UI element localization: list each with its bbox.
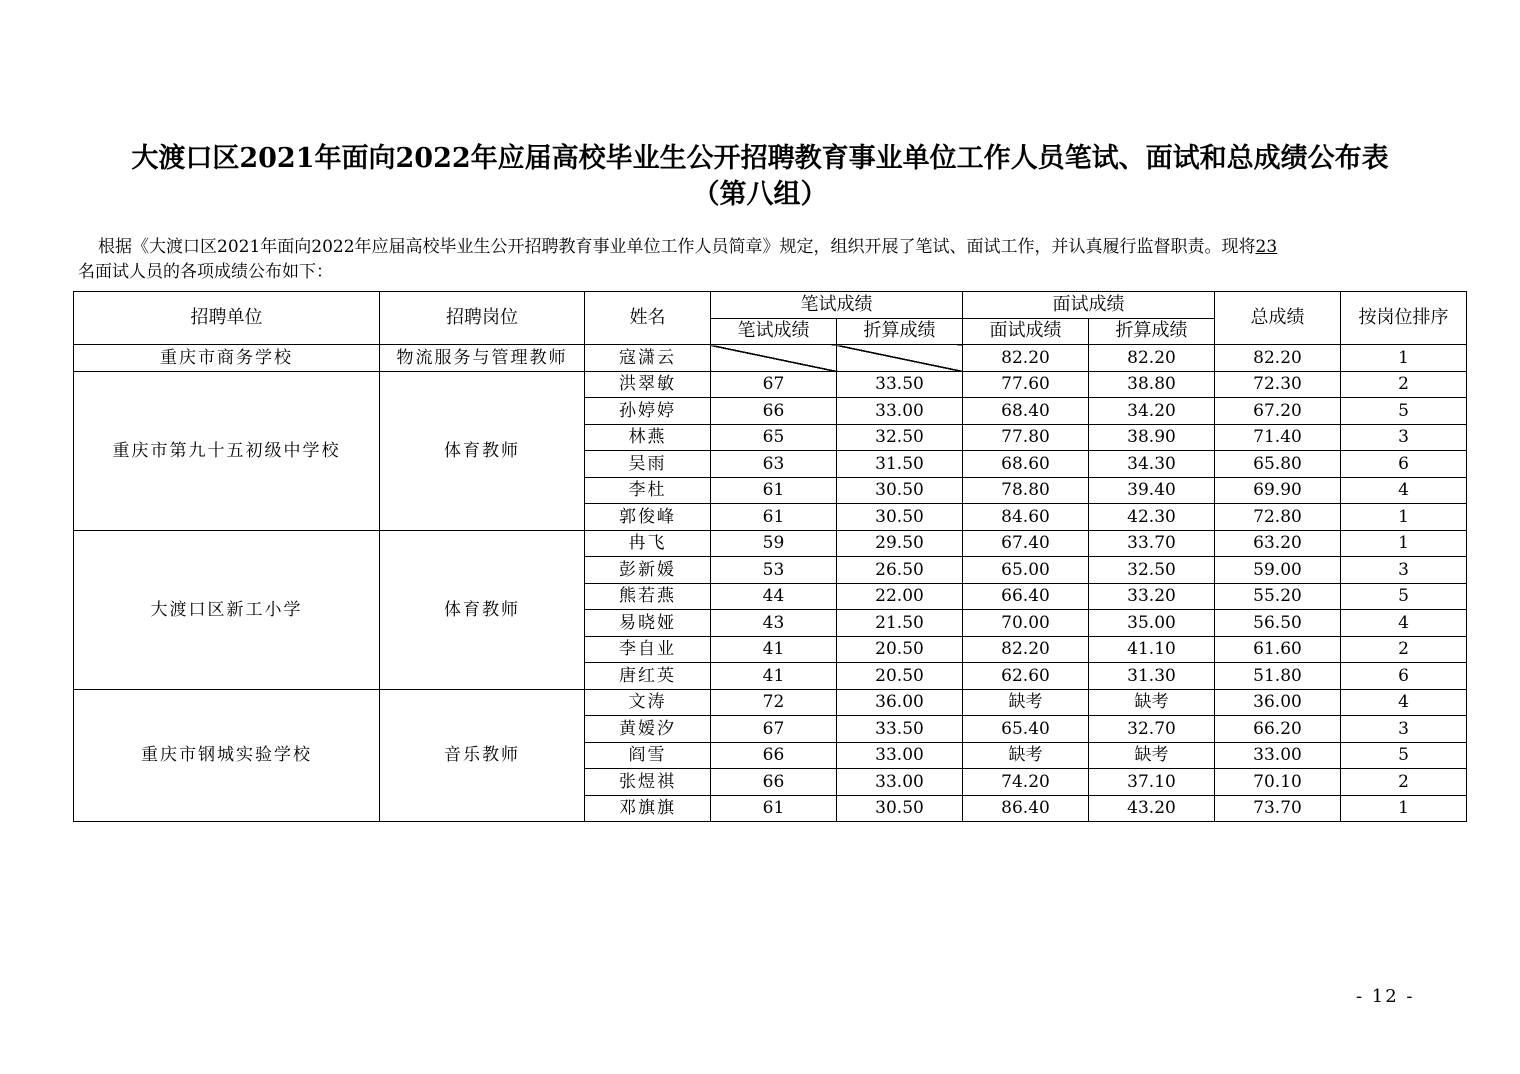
intro-paragraph <box>78 234 1458 260</box>
cell-written-converted: 33.00 <box>837 769 963 796</box>
cell-interview-converted: 82.20 <box>1089 345 1215 372</box>
cell-interview-score: 65.00 <box>963 557 1089 584</box>
cell-written-score: 44 <box>711 583 837 610</box>
cell-interview-converted: 37.10 <box>1089 769 1215 796</box>
cell-interview-converted: 缺考 <box>1089 742 1215 769</box>
page-title: 大渡口区2021年面向2022年应届高校毕业生公开招聘教育事业单位工作人员笔试、面试和总成绩公布表 <box>131 143 1389 174</box>
cell-total: 33.00 <box>1215 742 1341 769</box>
cell-written-score: 65 <box>711 424 837 451</box>
cell-written-converted: 21.50 <box>837 610 963 637</box>
cell-name: 易晓娅 <box>585 610 711 637</box>
cell-written-score: 66 <box>711 769 837 796</box>
cell-interview-score: 77.60 <box>963 371 1089 398</box>
header-interview-score: 面试成绩 <box>963 318 1089 345</box>
cell-position: 物流服务与管理教师 <box>380 345 585 372</box>
scores-table <box>73 291 1467 822</box>
cell-written-converted: 33.50 <box>837 716 963 743</box>
cell-interview-converted: 38.80 <box>1089 371 1215 398</box>
cell-unit: 重庆市商务学校 <box>74 345 380 372</box>
cell-rank: 3 <box>1341 424 1467 451</box>
cell-rank: 5 <box>1341 583 1467 610</box>
cell-written-converted: 31.50 <box>837 451 963 478</box>
cell-interview-score: 70.00 <box>963 610 1089 637</box>
cell-name: 文涛 <box>585 689 711 716</box>
cell-name: 彭新媛 <box>585 557 711 584</box>
intro-count: 23 <box>1255 237 1278 257</box>
cell-written-converted: 29.50 <box>837 530 963 557</box>
cell-total: 51.80 <box>1215 663 1341 690</box>
cell-total: 72.80 <box>1215 504 1341 531</box>
cell-written-converted: 20.50 <box>837 663 963 690</box>
cell-total: 71.40 <box>1215 424 1341 451</box>
cell-total: 63.20 <box>1215 530 1341 557</box>
cell-interview-score: 78.80 <box>963 477 1089 504</box>
cell-interview-score: 82.20 <box>963 636 1089 663</box>
cell-interview-score: 68.60 <box>963 451 1089 478</box>
cell-written-converted: 33.00 <box>837 398 963 425</box>
cell-unit: 重庆市第九十五初级中学校 <box>74 371 380 530</box>
cell-unit: 大渡口区新工小学 <box>74 530 380 689</box>
cell-name: 李杜 <box>585 477 711 504</box>
cell-interview-converted: 39.40 <box>1089 477 1215 504</box>
cell-name: 阎雪 <box>585 742 711 769</box>
cell-total: 56.50 <box>1215 610 1341 637</box>
cell-written-score: 43 <box>711 610 837 637</box>
cell-written-score: 41 <box>711 663 837 690</box>
cell-name: 孙婷婷 <box>585 398 711 425</box>
cell-rank: 2 <box>1341 769 1467 796</box>
cell-total: 59.00 <box>1215 557 1341 584</box>
cell-total: 73.70 <box>1215 795 1341 822</box>
cell-interview-converted: 42.30 <box>1089 504 1215 531</box>
intro-paragraph-continued: 名面试人员的各项成绩公布如下： <box>78 262 333 282</box>
cell-rank: 3 <box>1341 716 1467 743</box>
cell-total: 70.10 <box>1215 769 1341 796</box>
cell-rank: 4 <box>1341 689 1467 716</box>
cell-interview-converted: 32.50 <box>1089 557 1215 584</box>
cell-interview-score: 66.40 <box>963 583 1089 610</box>
page-number: - 12 - <box>1356 986 1415 1007</box>
cell-rank: 3 <box>1341 557 1467 584</box>
cell-written-converted: 33.00 <box>837 742 963 769</box>
cell-name: 李自业 <box>585 636 711 663</box>
header-written-group: 笔试成绩 <box>711 292 963 319</box>
cell-interview-converted: 32.70 <box>1089 716 1215 743</box>
cell-total: 61.60 <box>1215 636 1341 663</box>
cell-interview-converted: 43.20 <box>1089 795 1215 822</box>
cell-position: 体育教师 <box>380 371 585 530</box>
cell-written-converted: 33.50 <box>837 371 963 398</box>
cell-interview-score: 62.60 <box>963 663 1089 690</box>
header-unit: 招聘单位 <box>74 292 380 345</box>
cell-interview-converted: 33.70 <box>1089 530 1215 557</box>
cell-total: 65.80 <box>1215 451 1341 478</box>
cell-written-converted: 30.50 <box>837 504 963 531</box>
cell-total: 36.00 <box>1215 689 1341 716</box>
cell-written-converted: 20.50 <box>837 636 963 663</box>
table-body <box>74 345 1467 822</box>
cell-interview-score: 86.40 <box>963 795 1089 822</box>
cell-interview-converted: 38.90 <box>1089 424 1215 451</box>
cell-interview-score: 77.80 <box>963 424 1089 451</box>
cell-interview-converted: 41.10 <box>1089 636 1215 663</box>
cell-interview-score: 缺考 <box>963 742 1089 769</box>
header-name: 姓名 <box>585 292 711 345</box>
cell-written-score: 67 <box>711 371 837 398</box>
cell-name: 林燕 <box>585 424 711 451</box>
cell-position: 体育教师 <box>380 530 585 689</box>
cell-interview-score: 68.40 <box>963 398 1089 425</box>
cell-interview-converted: 34.20 <box>1089 398 1215 425</box>
cell-interview-score: 84.60 <box>963 504 1089 531</box>
header-written-converted: 折算成绩 <box>837 318 963 345</box>
cell-name: 郭俊峰 <box>585 504 711 531</box>
table-row <box>74 371 1467 398</box>
cell-name: 吴雨 <box>585 451 711 478</box>
cell-interview-score: 74.20 <box>963 769 1089 796</box>
cell-rank: 6 <box>1341 663 1467 690</box>
cell-rank: 1 <box>1341 530 1467 557</box>
cell-written-score: 66 <box>711 742 837 769</box>
cell-total: 69.90 <box>1215 477 1341 504</box>
cell-written-converted: 30.50 <box>837 477 963 504</box>
cell-rank: 5 <box>1341 742 1467 769</box>
cell-rank: 1 <box>1341 345 1467 372</box>
cell-rank: 2 <box>1341 371 1467 398</box>
header-interview-converted: 折算成绩 <box>1089 318 1215 345</box>
cell-written-converted <box>837 345 963 372</box>
cell-interview-score: 67.40 <box>963 530 1089 557</box>
cell-name: 冉飞 <box>585 530 711 557</box>
cell-name: 邓旗旗 <box>585 795 711 822</box>
cell-total: 82.20 <box>1215 345 1341 372</box>
cell-written-converted: 30.50 <box>837 795 963 822</box>
cell-interview-converted: 31.30 <box>1089 663 1215 690</box>
cell-position: 音乐教师 <box>380 689 585 822</box>
cell-written-score <box>711 345 837 372</box>
cell-written-converted: 22.00 <box>837 583 963 610</box>
cell-rank: 1 <box>1341 795 1467 822</box>
cell-name: 唐红英 <box>585 663 711 690</box>
intro-text: 根据《大渡口区2021年面向2022年应届高校毕业生公开招聘教育事业单位工作人员简章》规定，组织开展了笔试、面试工作，并认真履行监督职责。现将 <box>98 237 1256 257</box>
cell-name: 熊若燕 <box>585 583 711 610</box>
cell-rank: 4 <box>1341 477 1467 504</box>
cell-rank: 4 <box>1341 610 1467 637</box>
cell-written-score: 61 <box>711 795 837 822</box>
header-written-score: 笔试成绩 <box>711 318 837 345</box>
cell-written-score: 66 <box>711 398 837 425</box>
table-row <box>74 530 1467 557</box>
header-position: 招聘岗位 <box>380 292 585 345</box>
cell-written-score: 72 <box>711 689 837 716</box>
header-interview-group: 面试成绩 <box>963 292 1215 319</box>
cell-written-score: 61 <box>711 477 837 504</box>
cell-total: 67.20 <box>1215 398 1341 425</box>
page-subtitle: （第八组） <box>692 179 828 210</box>
cell-total: 55.20 <box>1215 583 1341 610</box>
cell-name: 寇潇云 <box>585 345 711 372</box>
table-row <box>74 689 1467 716</box>
cell-interview-converted: 35.00 <box>1089 610 1215 637</box>
cell-rank: 6 <box>1341 451 1467 478</box>
cell-interview-converted: 34.30 <box>1089 451 1215 478</box>
cell-name: 张煜祺 <box>585 769 711 796</box>
cell-interview-converted: 33.20 <box>1089 583 1215 610</box>
cell-unit: 重庆市钢城实验学校 <box>74 689 380 822</box>
cell-written-score: 67 <box>711 716 837 743</box>
cell-written-converted: 32.50 <box>837 424 963 451</box>
cell-interview-score: 65.40 <box>963 716 1089 743</box>
cell-total: 72.30 <box>1215 371 1341 398</box>
cell-written-score: 53 <box>711 557 837 584</box>
cell-rank: 5 <box>1341 398 1467 425</box>
header-total: 总成绩 <box>1215 292 1341 345</box>
cell-name: 洪翠敏 <box>585 371 711 398</box>
cell-written-converted: 26.50 <box>837 557 963 584</box>
table-row <box>74 345 1467 372</box>
cell-interview-score: 82.20 <box>963 345 1089 372</box>
cell-written-score: 59 <box>711 530 837 557</box>
cell-rank: 1 <box>1341 504 1467 531</box>
cell-written-score: 61 <box>711 504 837 531</box>
cell-rank: 2 <box>1341 636 1467 663</box>
cell-total: 66.20 <box>1215 716 1341 743</box>
cell-name: 黄嫒汐 <box>585 716 711 743</box>
cell-written-converted: 36.00 <box>837 689 963 716</box>
cell-written-score: 63 <box>711 451 837 478</box>
cell-interview-score: 缺考 <box>963 689 1089 716</box>
cell-interview-converted: 缺考 <box>1089 689 1215 716</box>
header-rank: 按岗位排序 <box>1341 292 1467 345</box>
cell-written-score: 41 <box>711 636 837 663</box>
